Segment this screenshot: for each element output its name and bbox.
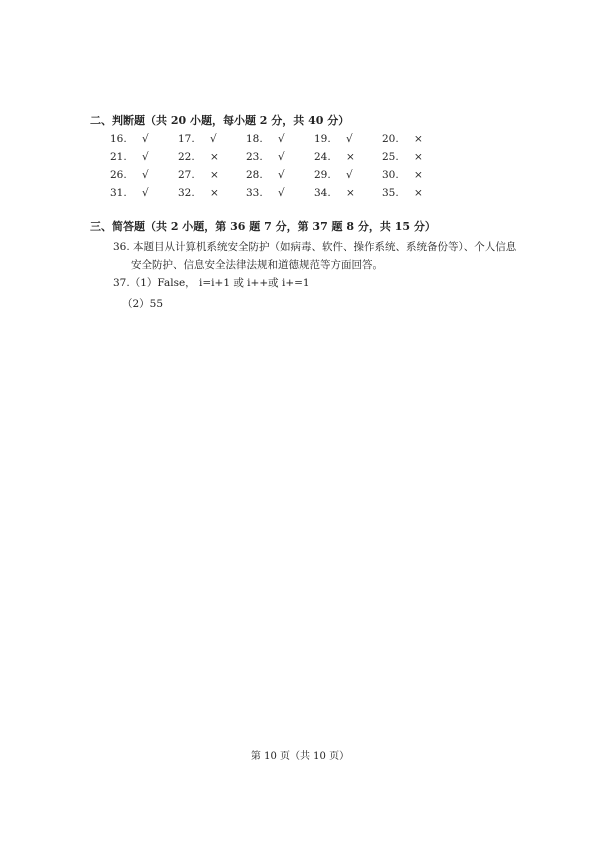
question-number: 28.: [246, 169, 263, 181]
answer-row: [110, 130, 450, 148]
question-number: 31.: [110, 187, 127, 199]
answer-mark: √: [346, 169, 353, 181]
answer-row: [110, 184, 450, 202]
answer-item: [314, 184, 382, 202]
answer-37-part-1: 37.（1）False， i=i+1 或 i++或 i+=1: [113, 277, 310, 289]
answer-item: [382, 166, 450, 184]
answer-mark: ×: [346, 151, 355, 163]
question-number: 34.: [314, 187, 331, 199]
answer-mark: ×: [414, 151, 423, 163]
answer-item: [246, 148, 314, 166]
answer-mark: ×: [414, 187, 423, 199]
section-2-title: 二、判断题（共 20 小题，每小题 2 分，共 40 分）: [90, 114, 350, 127]
answer-mark: ×: [414, 133, 423, 145]
answer-item: [178, 148, 246, 166]
answer-36-line-1: 36. 本题目从计算机系统安全防护（如病毒、软件、操作系统、系统备份等）、个人信息: [113, 241, 517, 253]
answer-mark: ×: [414, 169, 423, 181]
question-number: 25.: [382, 151, 399, 163]
answer-item: [246, 184, 314, 202]
answer-mark: √: [142, 187, 149, 199]
section-3-title: 三、简答题（共 2 小题，第 36 题 7 分，第 37 题 8 分，共 15 分）: [90, 220, 436, 233]
question-number: 29.: [314, 169, 331, 181]
question-number: 19.: [314, 133, 331, 145]
answer-37-part-2: （2）55: [122, 298, 164, 310]
answer-mark: √: [346, 133, 353, 145]
answer-row: [110, 148, 450, 166]
question-number: 16.: [110, 133, 127, 145]
answer-item: [110, 148, 178, 166]
answer-item: [314, 166, 382, 184]
answer-item: [178, 130, 246, 148]
question-number: 35.: [382, 187, 399, 199]
answer-item: [110, 166, 178, 184]
question-number: 23.: [246, 151, 263, 163]
question-number: 32.: [178, 187, 195, 199]
answer-mark: √: [142, 169, 149, 181]
question-number: 24.: [314, 151, 331, 163]
answer-mark: √: [142, 133, 149, 145]
answer-item: [314, 130, 382, 148]
question-number: 27.: [178, 169, 195, 181]
answer-item: [110, 184, 178, 202]
page-footer: 第 10 页（共 10 页）: [250, 751, 350, 762]
answer-mark: √: [210, 133, 217, 145]
true-false-answer-grid: [110, 130, 450, 202]
answer-row: [110, 166, 450, 184]
answer-mark: √: [278, 133, 285, 145]
answer-36-line-2: 安全防护、信息安全法律法规和道德规范等方面回答。: [131, 259, 383, 271]
answer-item: [246, 166, 314, 184]
answer-item: [382, 184, 450, 202]
answer-mark: √: [278, 151, 285, 163]
question-number: 21.: [110, 151, 127, 163]
question-number: 17.: [178, 133, 195, 145]
question-number: 20.: [382, 133, 399, 145]
answer-mark: √: [142, 151, 149, 163]
question-number: 33.: [246, 187, 263, 199]
answer-mark: ×: [210, 187, 219, 199]
answer-mark: √: [278, 169, 285, 181]
answer-mark: ×: [210, 169, 219, 181]
answer-item: [314, 148, 382, 166]
question-number: 26.: [110, 169, 127, 181]
answer-item: [382, 148, 450, 166]
question-number: 30.: [382, 169, 399, 181]
answer-item: [178, 184, 246, 202]
answer-item: [178, 166, 246, 184]
answer-item: [110, 130, 178, 148]
answer-item: [382, 130, 450, 148]
answer-mark: ×: [210, 151, 219, 163]
question-number: 22.: [178, 151, 195, 163]
answer-mark: ×: [346, 187, 355, 199]
question-number: 18.: [246, 133, 263, 145]
answer-mark: √: [278, 187, 285, 199]
answer-item: [246, 130, 314, 148]
